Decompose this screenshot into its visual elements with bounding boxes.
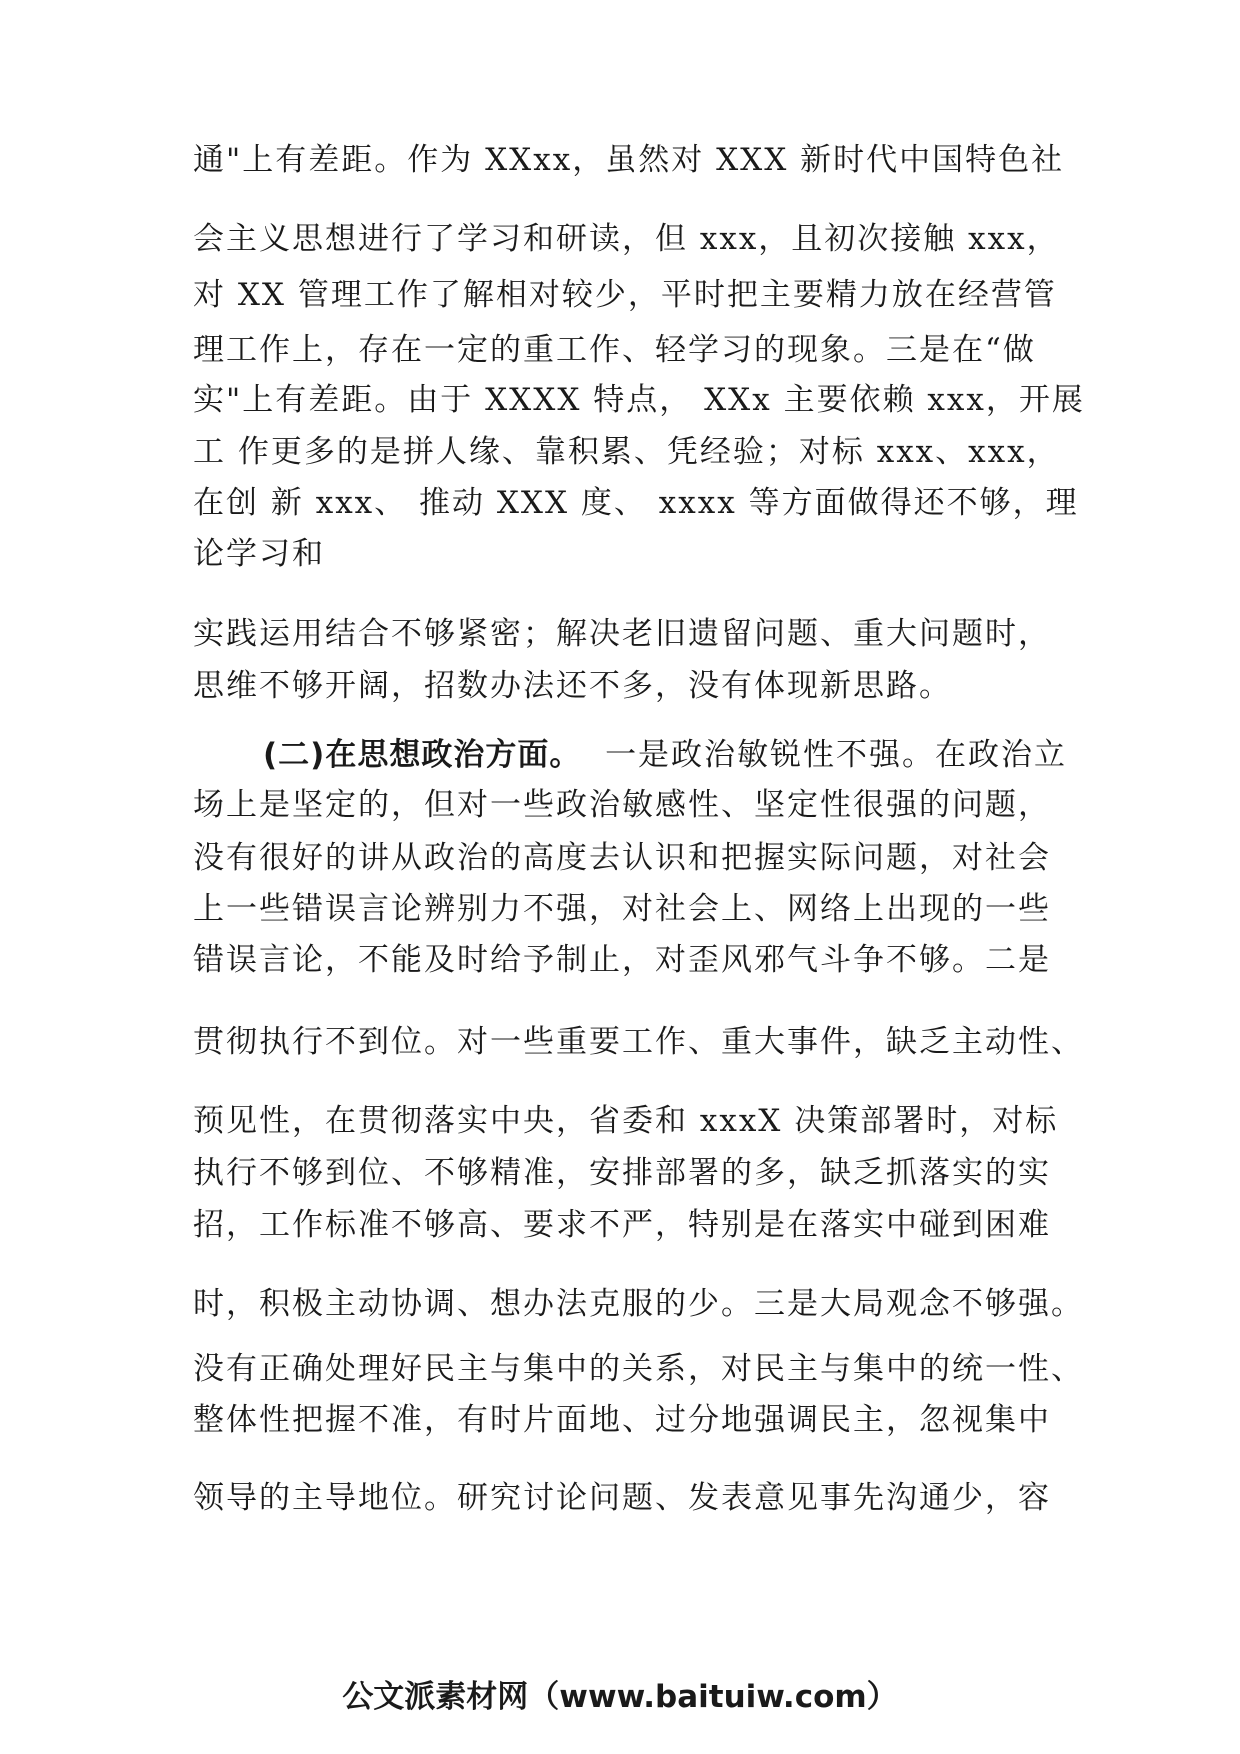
- body-line: 贯彻执行不到位。对一些重要工作、重大事件，缺乏主动性、: [193, 1024, 1084, 1060]
- body-line: 工 作更多的是拼人缘、靠积累、凭经验；对标 xxx、xxx，: [193, 434, 1060, 470]
- body-line: 场上是坚定的，但对一些政治敏感性、坚定性很强的问题，: [193, 787, 1051, 823]
- body-line: 实践运用结合不够紧密；解决老旧遗留问题、重大问题时，: [193, 616, 1051, 652]
- body-line: 在创 新 xxx、 推动 XXX 度、 xxxx 等方面做得还不够，理: [193, 485, 1079, 521]
- body-line: 执行不够到位、不够精准，安排部署的多，缺乏抓落实的实: [193, 1155, 1051, 1191]
- body-line: 对 XX 管理工作了解相对较少，平时把主要精力放在经营管: [193, 277, 1057, 313]
- body-line: 思维不够开阔，招数办法还不多，没有体现新思路。: [193, 668, 952, 704]
- body-line: 实"上有差距。由于 XXXX 特点， XXx 主要依赖 xxx，开展: [193, 382, 1085, 418]
- body-line: 没有正确处理好民主与集中的关系，对民主与集中的统一性、: [193, 1351, 1084, 1387]
- body-line: 通"上有差距。作为 XXxx，虽然对 XXX 新时代中国特色社: [193, 142, 1065, 178]
- section-heading: (二)在思想政治方面。: [263, 737, 582, 773]
- body-line: 上一些错误言论辨别力不强，对社会上、网络上出现的一些: [193, 891, 1051, 927]
- footer-watermark: 公文派素材网（www.baituiw.com）: [342, 1679, 898, 1715]
- section-first-line-text: 一是政治敏锐性不强。在政治立: [605, 737, 1068, 773]
- body-line: 整体性把握不准，有时片面地、过分地强调民主，忽视集中: [193, 1402, 1051, 1438]
- body-line: 会主义思想进行了学习和研读，但 xxx，且初次接触 xxx，: [193, 221, 1060, 257]
- section-first-line: [263, 735, 1067, 775]
- body-line: 预见性，在贯彻落实中央，省委和 xxxX 决策部署时，对标: [193, 1103, 1059, 1139]
- body-line: 错误言论，不能及时给予制止，对歪风邪气斗争不够。二是: [193, 942, 1051, 978]
- body-line: 领导的主导地位。研究讨论问题、发表意见事先沟通少，容: [193, 1480, 1051, 1516]
- body-line: 招，工作标准不够高、要求不严，特别是在落实中碰到困难: [193, 1207, 1051, 1243]
- body-line: 没有很好的讲从政治的高度去认识和把握实际问题，对社会: [193, 840, 1051, 876]
- body-line: 论学习和: [193, 536, 325, 572]
- body-line: 理工作上，存在一定的重工作、轻学习的现象。三是在“做: [193, 332, 1036, 368]
- body-line: 时，积极主动协调、想办法克服的少。三是大局观念不够强。: [193, 1286, 1084, 1322]
